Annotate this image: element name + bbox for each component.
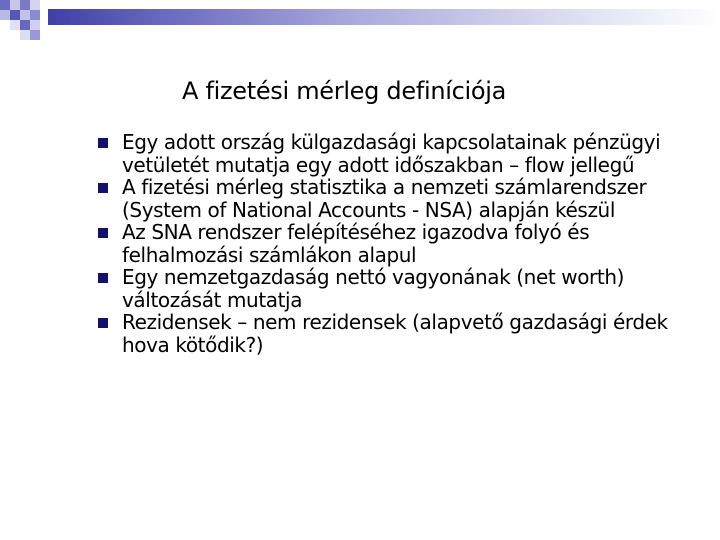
square-bullet-icon bbox=[98, 318, 108, 328]
header-gradient-bar bbox=[48, 9, 720, 25]
decor-square-icon bbox=[20, 20, 30, 30]
bullet-text: Egy nemzetgazdaság nettó vagyonának (net worth) változását mutatja bbox=[122, 265, 625, 312]
bullet-item bbox=[96, 221, 714, 266]
decor-square-icon bbox=[30, 20, 40, 30]
bullet-item bbox=[96, 131, 714, 176]
header-decoration bbox=[0, 0, 720, 46]
decor-square-icon bbox=[20, 0, 30, 10]
bullet-text: Az SNA rendszer felépítéséhez igazodva folyó és felhalmozási számlákon alapul bbox=[122, 220, 590, 267]
decor-square-icon bbox=[10, 0, 20, 10]
bullet-list bbox=[96, 131, 714, 356]
decor-square-icon bbox=[20, 30, 30, 40]
slide-title: A fizetési mérleg definíciója bbox=[182, 77, 507, 105]
decor-square-icon bbox=[0, 0, 10, 10]
bullet-text: A fizetési mérleg statisztika a nemzeti számlarendszer (System of National Accounts - NSA) alapján készül bbox=[122, 175, 647, 222]
bullet-item bbox=[96, 176, 714, 221]
decor-square-icon bbox=[30, 30, 40, 40]
decor-square-icon bbox=[30, 0, 40, 10]
square-bullet-icon bbox=[98, 138, 108, 148]
decor-square-icon bbox=[10, 10, 20, 20]
bullet-text: Rezidensek – nem rezidensek (alapvető gazdasági érdek hova kötődik?) bbox=[122, 310, 668, 357]
decor-square-icon bbox=[30, 10, 40, 20]
square-bullet-icon bbox=[98, 228, 108, 238]
decor-square-icon bbox=[20, 10, 30, 20]
decor-square-icon bbox=[10, 20, 20, 30]
bullet-item bbox=[96, 266, 714, 311]
decor-square-icon bbox=[0, 10, 10, 20]
bullet-item bbox=[96, 311, 714, 356]
bullet-text: Egy adott ország külgazdasági kapcsolatainak pénzügyi vetületét mutatja egy adott időszakban – flow jellegű bbox=[122, 130, 661, 177]
square-bullet-icon bbox=[98, 273, 108, 283]
square-bullet-icon bbox=[98, 183, 108, 193]
